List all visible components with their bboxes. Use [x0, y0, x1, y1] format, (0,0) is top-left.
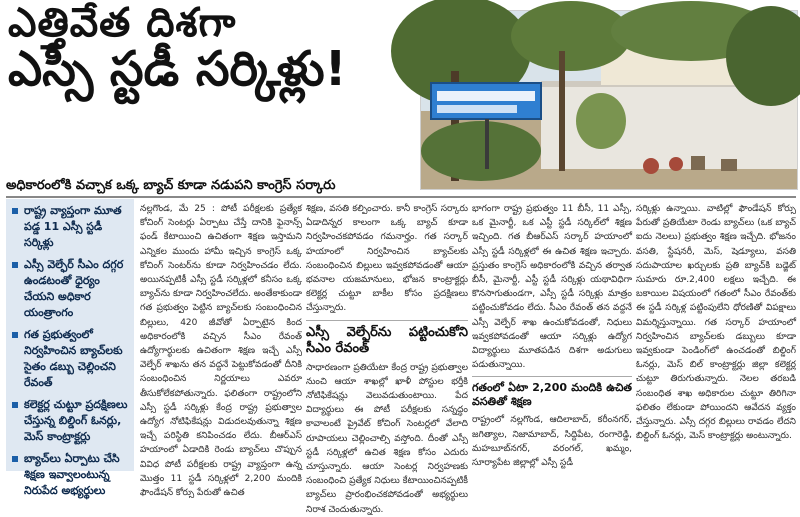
headline-line-2: ఎస్సీ స్టడీ సర్కిళ్లు! — [8, 41, 347, 97]
section-heading: గతంలో ఏటా 2,200 మందికి ఉచిత వసతితో శిక్షణ — [472, 381, 632, 409]
article-paragraph: నల్లగొండ, మే 25 : పోటీ పరీక్షలకు ప్రత్యేక కోచింగ్ సెంటర్లు ఏర్పాటు చేస్తే దానికి ఫైనాన్స్ ఫండ్ కేటాయించి ఉచితంగా శిక్షణ ఇస్తామని ఎన్నికల ముందు హామీ ఇచ్చిన కాంగ్రెస్ ఒక్క కోచింగ్ సెంటర్‌ను కూడా నిర్వహించడం లేదు. అయినప్పటికీ ఎస్సీ స్టడీ సర్కిళ్లలో కనీసం ఒక్క బ్యాచ్‌ను కూడా నిర్వహించలేదు. అంతేకాకుండా గత ప్రభుత్వం పెట్టిన బ్యాచ్‌లకు సంబంధించిన బిల్లులు, 420 జీవోతో ఏర్పాటైన కింద అధికారంలోకి వచ్చిన సీఎం రేవంత్ ఉద్యోగార్థులకు ఉచితంగా శిక్షణ ఇచ్చే ఎస్సీ వెల్ఫేర్ శాఖను తన వద్దనే పెట్టుకోవడంతో దీనికి సంబంధించిన నిర్ణయాలు ఎవరూ తీసుకోలేకపోతున్నారు. ఫలితంగా రాష్ట్రంలోని ఎస్సీ స్టడీ సర్కిళ్లు కేంద్ర రాష్ట్ర ప్రభుత్వాల ఉద్యోగ నోటిఫికేషన్లు విడుదలవుతున్నా శిక్షణ ఇచ్చే పరిస్థితి కనిపించడం లేదు. బీఆర్ఎస్ హయాంలో ఏడాదికి రెండు బ్యాచ్‌లు చొప్పున వివిధ పోటీ పరీక్షలకు రాష్ట్ర వ్యాప్తంగా ఉన్న మొత్తం 11 స్టడీ సర్కిళ్లలో 2,200 మందికి ఫౌండేషన్ కోర్సు పేరుతో ఉచిత — [140, 204, 302, 499]
article-column-3 — [472, 202, 632, 470]
highlight-item: కలెక్టర్ల చుట్టూ ప్రదక్షిణలు చేస్తున్న బిల్డింగ్ ఓనర్లు, మెస్ కాంట్రాక్టర్లు — [12, 397, 130, 445]
article-column-1 — [140, 202, 302, 499]
headline-line-1: ఎత్తివేత దిశగా — [8, 0, 237, 46]
divider — [472, 376, 632, 377]
article-column-4 — [636, 202, 796, 470]
news-photo — [420, 10, 798, 190]
article-column-2 — [306, 202, 468, 515]
article-paragraph: సర్కిళ్లు ఉన్నాయి. వాటిల్లో ఫౌండేషన్ కోర్సు పేరుతో ప్రతియేటా రెండు బ్యాచ్‌లు (ఒక బ్యాచ్ ఐదు నెలలు) ప్రభుత్వం శిక్షణ ఇచ్చేది. భోజనం వసతి, స్టేషనరీ, మెస్, షెడ్యూలు, వసతి సదుపాయాల ఖర్చులకు ప్రతి బ్యాచ్‌కి బడ్జెట్ సుమారు రూ.2,400 లక్షలు ఇచ్చేది. ఈ బకాయిల విషయంలో గతంలో సీఎం రేవంత్‌కు ఈ స్టడీ సర్కిళ్ల పట్టింపులేని ధోరణితో విపక్షాలు విమర్శిస్తున్నాయి. గత సర్కార్ హయాంలో నిర్వహించిన బ్యాచ్‌లకు డబ్బులు కూడా ఇవ్వకుండా పెండింగ్‌లో ఉంచడంతో బిల్డింగ్ ఓనర్లు, మెస్ బిల్ కాంట్రాక్టర్లు జిల్లా కలెక్టర్ల చుట్టూ తిరుగుతున్నారు. నెలల తరబడి సంబంధిత శాఖ అధికారుల చుట్టూ తిరిగినా ఫలితం లేకుండా పోయిందని ఆవేదన వ్యక్తం చేస్తున్నారు. ఎస్సీ దగ్గర బిల్లులు రావడం లేదని బిల్డింగ్ ఓనర్లు, మెస్ కాంట్రాక్టర్లు అంటున్నారు. — [636, 204, 796, 442]
article-paragraph: శిక్షణ, వసతి కల్పించారు. కానీ కాంగ్రెస్ సర్కారు ఏడాదిన్నర కాలంగా ఒక్క బ్యాచ్ కూడా నిర్వహించకపోవడం గమనార్హం. గత సర్కార్ హయాంలో నిర్వహించిన బ్యాచ్‌లకు సంబంధించిన బిల్లులు ఇవ్వకపోవడంతో ఆయా భవనాల యజమానులు, భోజన కాంట్రాక్టర్లు కలెక్టర్ల చుట్టూ బాకీల కోసం ప్రదక్షిణలు చేస్తున్నారు. — [306, 204, 468, 314]
divider — [306, 320, 468, 321]
highlight-item: రాష్ట్ర వ్యాప్తంగా మూత పడ్డ 11 ఎస్సీ స్టడీ సర్కిళ్లు — [12, 203, 130, 251]
headline — [8, 0, 418, 97]
highlight-item: గత ప్రభుత్వంలో నిర్వహించిన బ్యాచ్‌లకు సైతం డబ్బు చెల్లించని రేవంత్ — [12, 327, 130, 391]
horizontal-rule — [6, 196, 796, 198]
article-paragraph: సాధారణంగా ప్రతియేటా కేంద్ర రాష్ట్ర ప్రభుత్వాల నుంచి ఆయా శాఖల్లో ఖాళీ పోస్టుల భర్తీకి నోటిఫికేషన్లు వెలువడుతుంటాయి. పేద విద్యార్థులు ఈ పోటీ పరీక్షలకు సన్నద్ధం కావాలంటే ప్రైవేట్ కోచింగ్ సెంటర్లలో వేలాది రూపాయలు చెల్లించాల్సి వస్తోంది. దీంతో ఎస్సీ స్టడీ సర్కిళ్లలో ఉచిత శిక్షణ కోసం ఎదురు చూస్తున్నారు. ఆయా సెంటర్ల నిర్వహణకు సంబంధించి ప్రత్యేక నిధులు కేటాయించినప్పటికీ బ్యాచ్‌లు ప్రారంభించకపోవడంతో అభ్యర్థులు నిరాశ చెందుతున్నారు. — [306, 362, 468, 515]
section-heading: ఎస్సీ వెల్ఫేర్‌ను పట్టించుకోని సీఎం రేవంత్ — [306, 324, 468, 356]
highlight-item: బ్యాచ్‌లు ఏర్పాటు చేసి శిక్షణ ఇవ్వాలంటున్న నిరుపేద అభ్యర్థులు — [12, 451, 130, 499]
article-paragraph: భాగంగా రాష్ట్ర ప్రభుత్వం 11 బీసీ, 11 ఎస్సీ, ఒక మైనార్టీ, ఒక ఎస్టీ స్టడీ సర్కిల్‌లో శిక్షణ ఇచ్చింది. గత బీఆర్ఎస్ సర్కార్ హయాంలో ఎస్సీ స్టడీ సర్కిళ్లలో ఈ ఉచిత శిక్షణ ఇచ్చారు. ప్రస్తుతం కాంగ్రెస్ అధికారంలోకి వచ్చిన తర్వాత బీసీ, మైనార్టీ, ఎస్టీ స్టడీ సర్కిళ్లు యథావిధిగా కొనసాగుతుండగా, ఎస్సీ స్టడీ సర్కిళ్లు మాత్రం పట్టించుకోవడం లేదు. సీఎం రేవంత్ తన వద్దనే ఎస్సీ వెల్ఫేర్ శాఖ ఉంచుకోవడంతో, నిధులు ఇవ్వకపోవడంతో ఆయా సర్కిళ్లు ఉద్యోగ విద్యార్థులు మూతపడిన దిశగా అడుగులు పడుతున్నాయి. — [472, 204, 632, 371]
highlights-sidebar — [6, 199, 134, 497]
article-paragraph: రాష్ట్రంలో నల్లగొండ, ఆదిలాబాద్, కరీంనగర్, జగిత్యాల, నిజామాబాద్, సిద్దిపేట, రంగారెడ్డి, మహబూబ్‌నగర్, వరంగల్, ఖమ్మం, సూర్యాపేట జిల్లాల్లో ఎస్సీ స్టడీ — [472, 415, 632, 469]
subheadline: అధికారంలోకి వచ్చాక ఒక్క బ్యాచ్ కూడా నడుపని కాంగ్రెస్ సర్కారు — [6, 178, 336, 193]
highlight-item: ఎస్సీ వెల్ఫేర్ సీఎం దగ్గర ఉండటంతో ధైర్యం చేయని అధికార యంత్రాంగం — [12, 257, 130, 321]
